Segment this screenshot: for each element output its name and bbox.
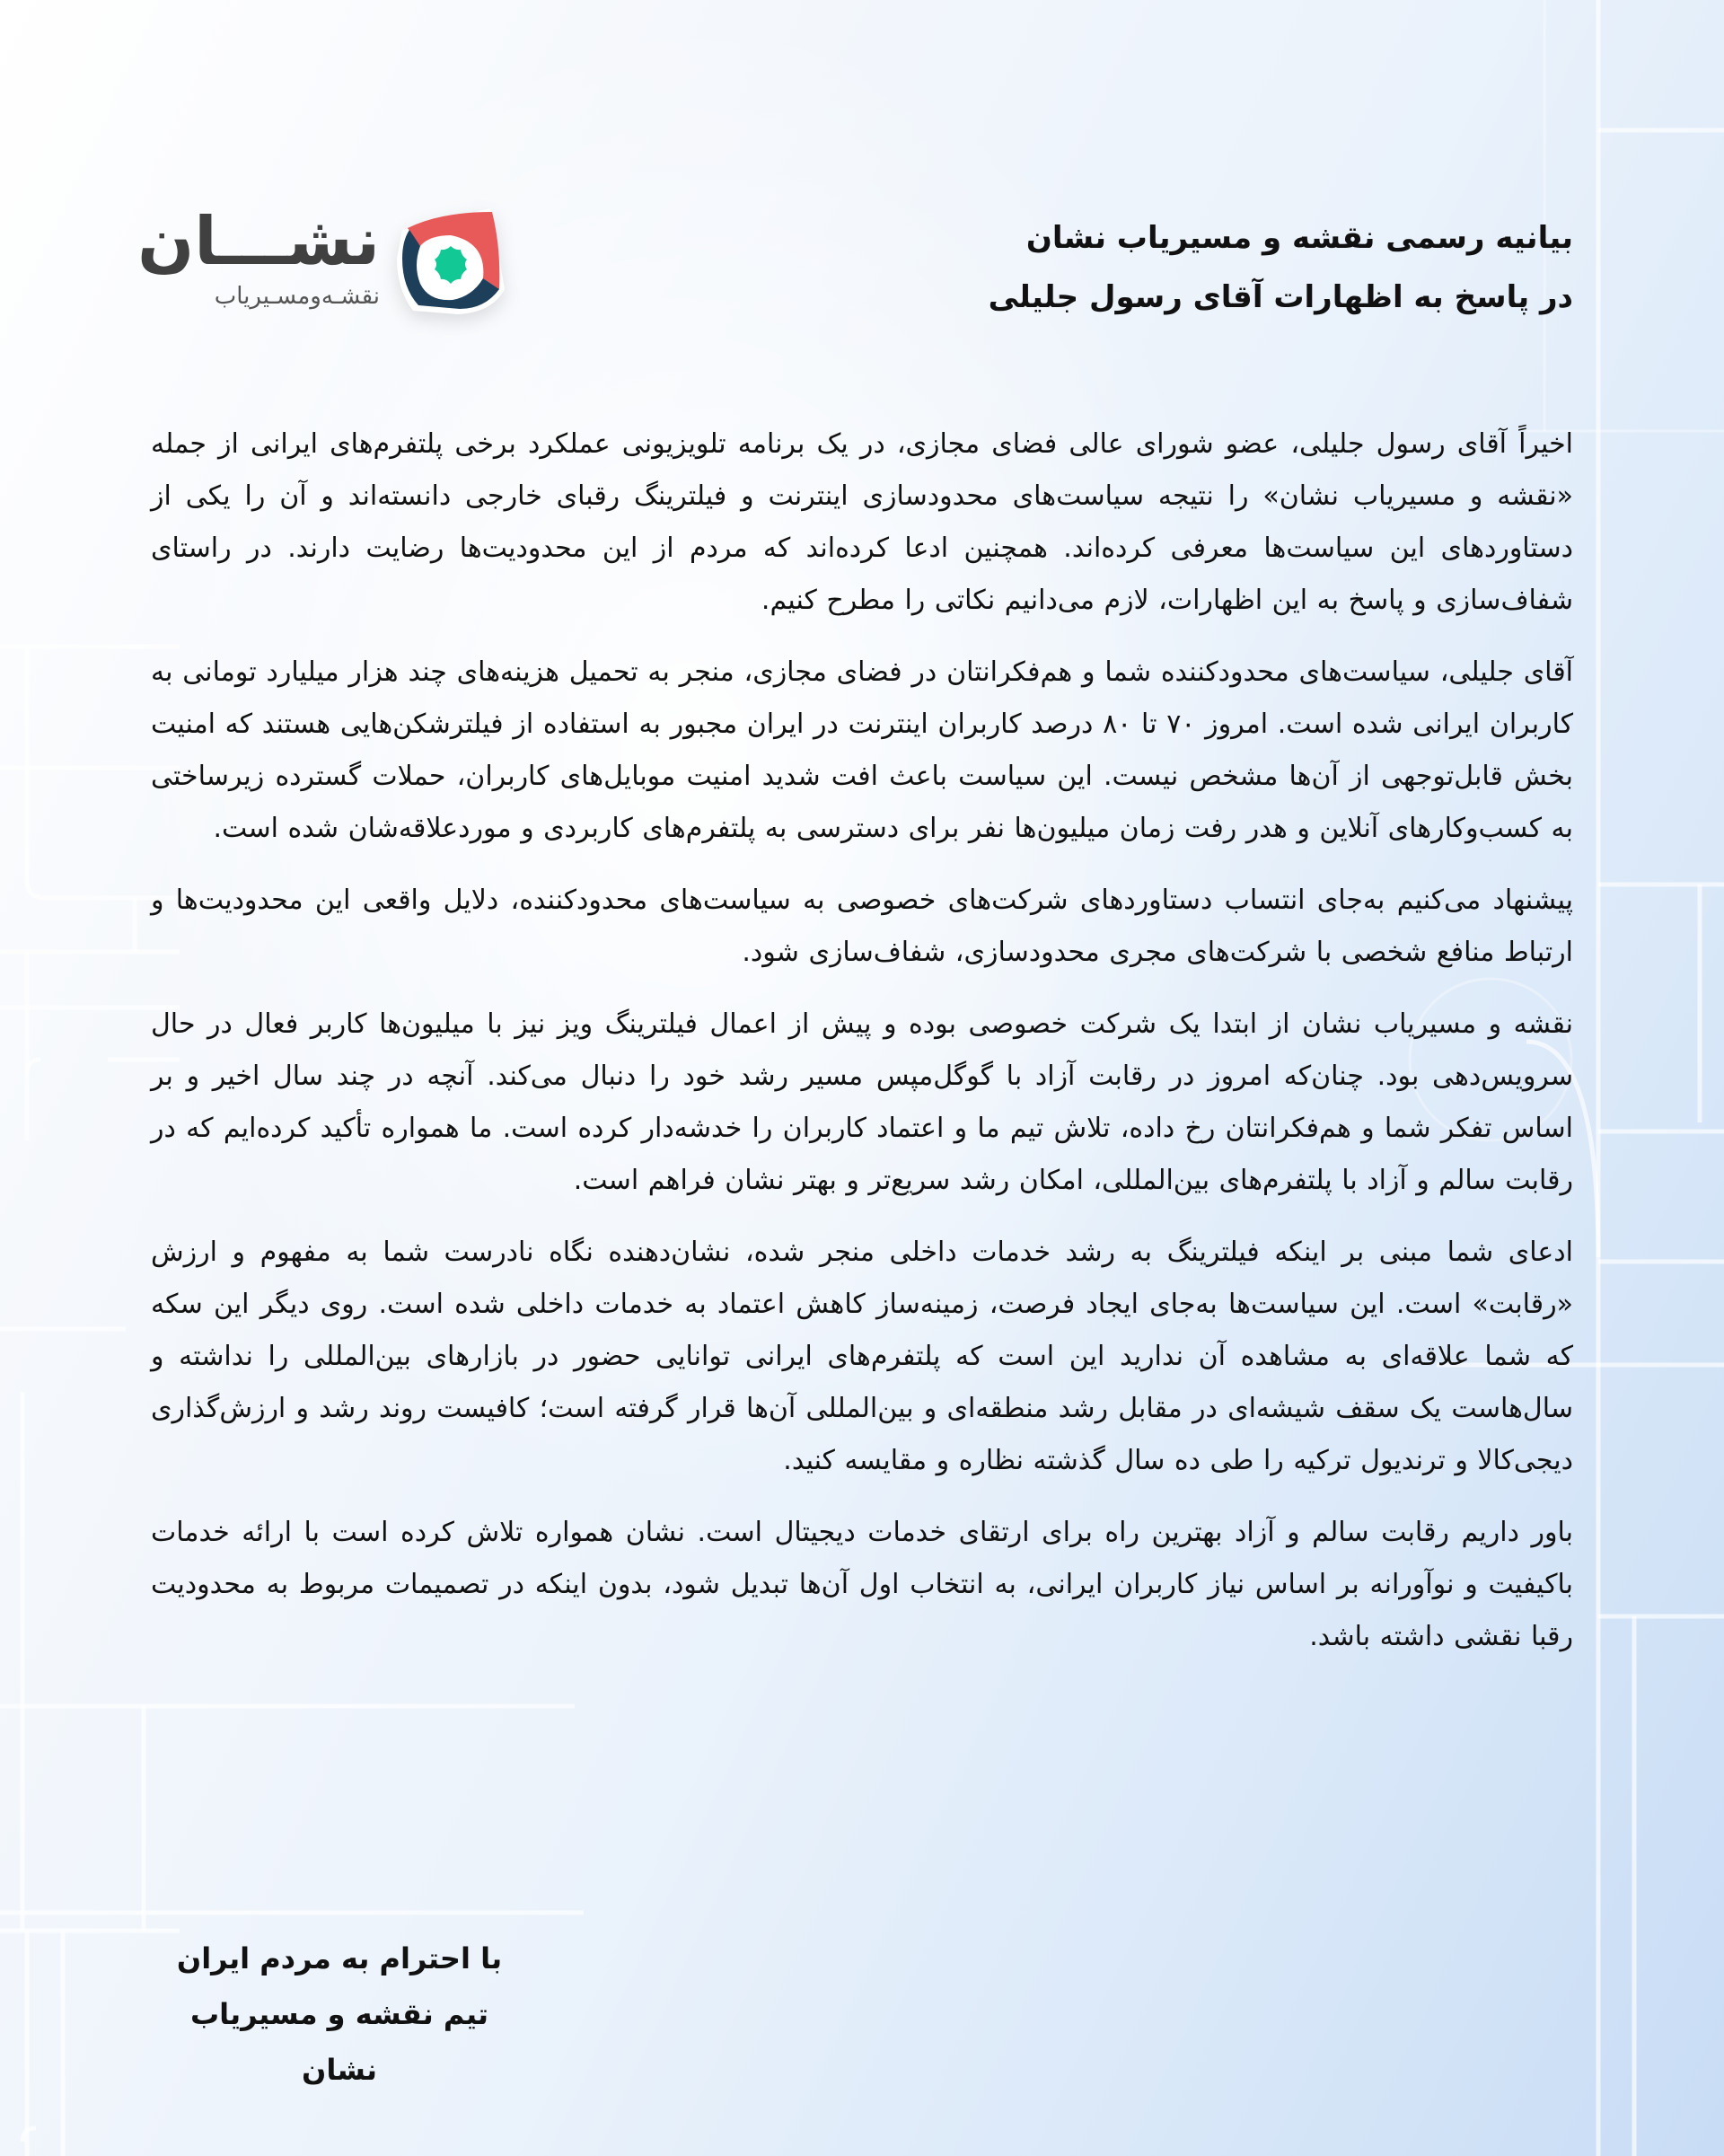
- neshan-logo-icon: [393, 203, 508, 318]
- paragraph-2: آقای جلیلی، سیاست‌های محدودکننده شما و هم‌فکرانتان در فضای مجازی، منجر به تحمیل هزینه‌های چند هزار میلیارد تومانی به کاربران ایرانی شده است. امروز ۷۰ تا ۸۰ درصد کاربران اینترنت در ایران مجبور به استفاده از فیلترشکن‌هایی هستند که امنیت بخش قابل‌توجهی از آن‌ها مشخص نیست. این سیاست باعث افت شدید امنیت موبایل‌های کاربران، حملات گسترده زیرساختی به کسب‌وکارهای آنلاین و هدر رفت زمان میلیون‌ها نفر برای دسترسی به پلتفرم‌های کاربردی و موردعلاقه‌شان شده است.: [151, 656, 1573, 844]
- signature-line-1: با احترام به مردم ایران: [176, 1941, 503, 1976]
- title-line-2: در پاسخ به اظهارات آقای رسول جلیلی: [988, 279, 1573, 315]
- logo-wordmark: نشـــان: [137, 203, 380, 280]
- signature: [151, 1931, 528, 2098]
- statement-page: [137, 0, 1573, 2156]
- signature-line-2: تیم نقشه و مسیریاب نشان: [189, 1997, 489, 2087]
- paragraph-5: ادعای شما مبنی بر اینکه فیلترینگ به رشد خدمات داخلی منجر شده، نشان‌دهنده نگاه نادرست شما به مفهوم و ارزش «رقابت» است. این سیاست‌ها به‌جای ایجاد فرصت، زمینه‌ساز کاهش اعتماد به خدمات داخلی شده است. روی دیگر این سکه که شما علاقه‌ای به مشاهده آن ندارید این است که پلتفرم‌های ایرانی توانایی حضور در بازارهای بین‌المللی را نداشته و سال‌هاست یک سقف شیشه‌ای در مقابل رشد منطقه‌ای و بین‌المللی آن‌ها قرار گرفته است؛ کافیست روند رشد و ارزش‌گذاری دیجی‌کالا و ترندیول ترکیه را طی ده سال گذشته نظاره و مقایسه کنید.: [151, 1236, 1573, 1476]
- paragraph-3: پیشنهاد می‌کنیم به‌جای انتساب دستاوردهای شرکت‌های خصوصی به سیاست‌های محدودکننده، دلایل واقعی این محدودیت‌ها و ارتباط منافع شخصی با شرکت‌های مجری محدودسازی، شفاف‌سازی شود.: [151, 884, 1573, 968]
- statement-title: [989, 208, 1573, 327]
- title-line-1: بیانیه رسمی نقشه و مسیریاب نشان: [1025, 220, 1573, 256]
- header: [137, 199, 1573, 334]
- neshan-logo: [137, 199, 510, 334]
- paragraph-1: اخیراً آقای رسول جلیلی، عضو شورای عالی فضای مجازی، در یک برنامه تلویزیونی عملکرد برخی پلتفرم‌های ایرانی از جمله «نقشه و مسیریاب نشان» را نتیجه سیاست‌های محدودسازی اینترنت و فیلترینگ رقبای خارجی دانسته‌اند و آن را یکی از دستاوردهای این سیاست‌ها معرفی کرده‌اند. همچنین ادعا کرده‌اند که مردم از این محدودیت‌ها رضایت دارند. در راستای شفاف‌سازی و پاسخ به این اظهارات، لازم می‌دانیم نکاتی را مطرح کنیم.: [151, 428, 1573, 616]
- paragraph-4: نقشه و مسیریاب نشان از ابتدا یک شرکت خصوصی بوده و پیش از اعمال فیلترینگ ویز نیز با میلیون‌ها کاربر فعال در حال سرویس‌دهی بود. چنان‌که امروز در رقابت آزاد با گوگل‌مپس مسیر رشد خود را دنبال می‌کند. آنچه در چند سال اخیر و بر اساس تفکر شما و هم‌فکرانتان رخ داده، تلاش تیم ما و اعتماد کاربران را خدشه‌دار کرده است. ما همواره تأکید کرده‌ایم که در رقابت سالم و آزاد با پلتفرم‌های بین‌المللی، امکان رشد سریع‌تر و بهتر نشان فراهم است.: [151, 1008, 1573, 1196]
- paragraph-6: باور داریم رقابت سالم و آزاد بهترین راه برای ارتقای خدمات دیجیتال است. نشان همواره تلاش کرده است با ارائه خدمات باکیفیت و نوآورانه بر اساس نیاز کاربران ایرانی، به انتخاب اول آن‌ها تبدیل شود، بدون اینکه در تصمیمات مربوط به محدودیت رقبا نقشی داشته باشد.: [151, 1517, 1573, 1652]
- logo-tagline: نقشـه‌ومسـیریاب: [214, 283, 380, 310]
- statement-body: [151, 418, 1573, 1683]
